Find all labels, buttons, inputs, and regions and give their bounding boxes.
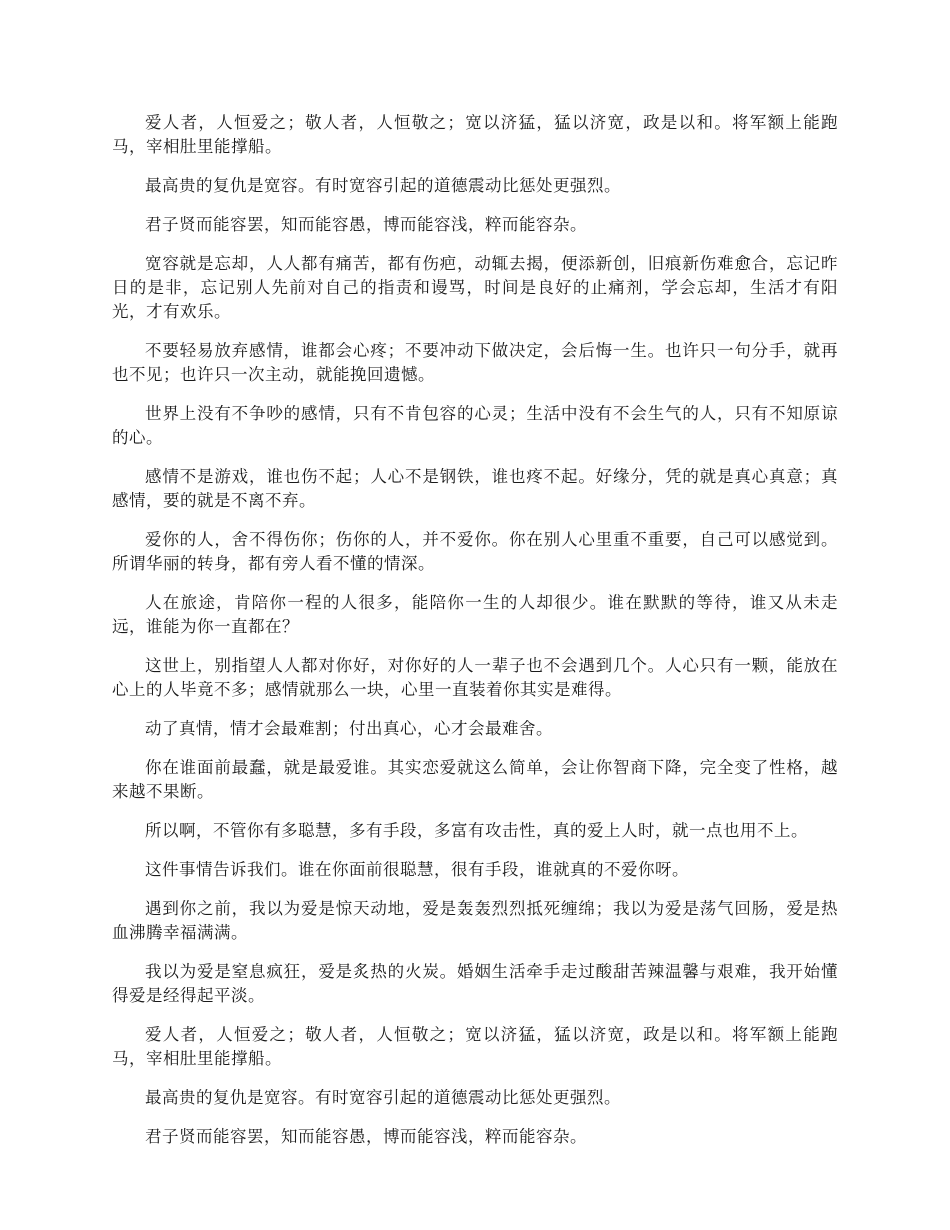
paragraph: 爱你的人，舍不得伤你；伤你的人，并不爱你。你在别人心里重不重要，自己可以感觉到。所谓华丽的转身，都有旁人看不懂的情深。 xyxy=(112,530,838,573)
paragraph: 爱人者，人恒爱之；敬人者，人恒敬之；宽以济猛，猛以济宽，政是以和。将军额上能跑马，宰相肚里能撑船。 xyxy=(112,113,838,156)
paragraph: 最高贵的复仇是宽容。有时宽容引起的道德震动比惩处更强烈。 xyxy=(145,176,621,195)
paragraph: 所以啊，不管你有多聪慧，多有手段，多富有攻击性，真的爱上人时，就一点也用不上。 xyxy=(145,821,808,840)
paragraph: 这世上，别指望人人都对你好，对你好的人一辈子也不会遇到几个。人心只有一颗，能放在心上的人毕竟不多；感情就那么一块，心里一直装着你其实是难得。 xyxy=(112,656,838,699)
paragraph: 不要轻易放弃感情，谁都会心疼；不要冲动下做决定，会后悔一生。也许只一句分手，就再也不见；也许只一次主动，就能挽回遗憾。 xyxy=(112,341,838,384)
paragraph: 君子贤而能容罢，知而能容愚，博而能容浅，粹而能容杂。 xyxy=(145,1127,587,1146)
paragraph: 爱人者，人恒爱之；敬人者，人恒敬之；宽以济猛，猛以济宽，政是以和。将军额上能跑马，宰相肚里能撑船。 xyxy=(112,1025,838,1068)
paragraph: 感情不是游戏，谁也伤不起；人心不是钢铁，谁也疼不起。好缘分，凭的就是真心真意；真感情，要的就是不离不弃。 xyxy=(112,467,838,510)
document-body xyxy=(112,111,838,1164)
paragraph: 君子贤而能容罢，知而能容愚，博而能容浅，粹而能容杂。 xyxy=(145,215,587,234)
paragraph: 这件事情告诉我们。谁在你面前很聪慧，很有手段，谁就真的不爱你呀。 xyxy=(145,860,689,879)
paragraph: 世界上没有不争吵的感情，只有不肯包容的心灵；生活中没有不会生气的人，只有不知原谅的心。 xyxy=(112,404,838,447)
paragraph: 我以为爱是窒息疯狂，爱是炙热的火炭。婚姻生活牵手走过酸甜苦辣温馨与艰难，我开始懂得爱是经得起平淡。 xyxy=(112,962,838,1005)
paragraph: 动了真情，情才会最难割；付出真心，心才会最难舍。 xyxy=(145,719,553,738)
paragraph: 宽容就是忘却，人人都有痛苦，都有伤疤，动辄去揭，便添新创，旧痕新伤难愈合，忘记昨日的是非，忘记别人先前对自己的指责和谩骂，时间是良好的止痛剂，学会忘却，生活才有阳光，才有欢乐。 xyxy=(112,254,838,321)
paragraph: 你在谁面前最蠢，就是最爱谁。其实恋爱就这么简单，会让你智商下降，完全变了性格，越来越不果断。 xyxy=(112,758,838,801)
paragraph: 人在旅途，肯陪你一程的人很多，能陪你一生的人却很少。谁在默默的等待，谁又从未走远，谁能为你一直都在？ xyxy=(112,593,838,636)
paragraph: 遇到你之前，我以为爱是惊天动地，爱是轰轰烈烈抵死缠绵；我以为爱是荡气回肠，爱是热血沸腾幸福满满。 xyxy=(112,899,838,942)
paragraph: 最高贵的复仇是宽容。有时宽容引起的道德震动比惩处更强烈。 xyxy=(145,1088,621,1107)
